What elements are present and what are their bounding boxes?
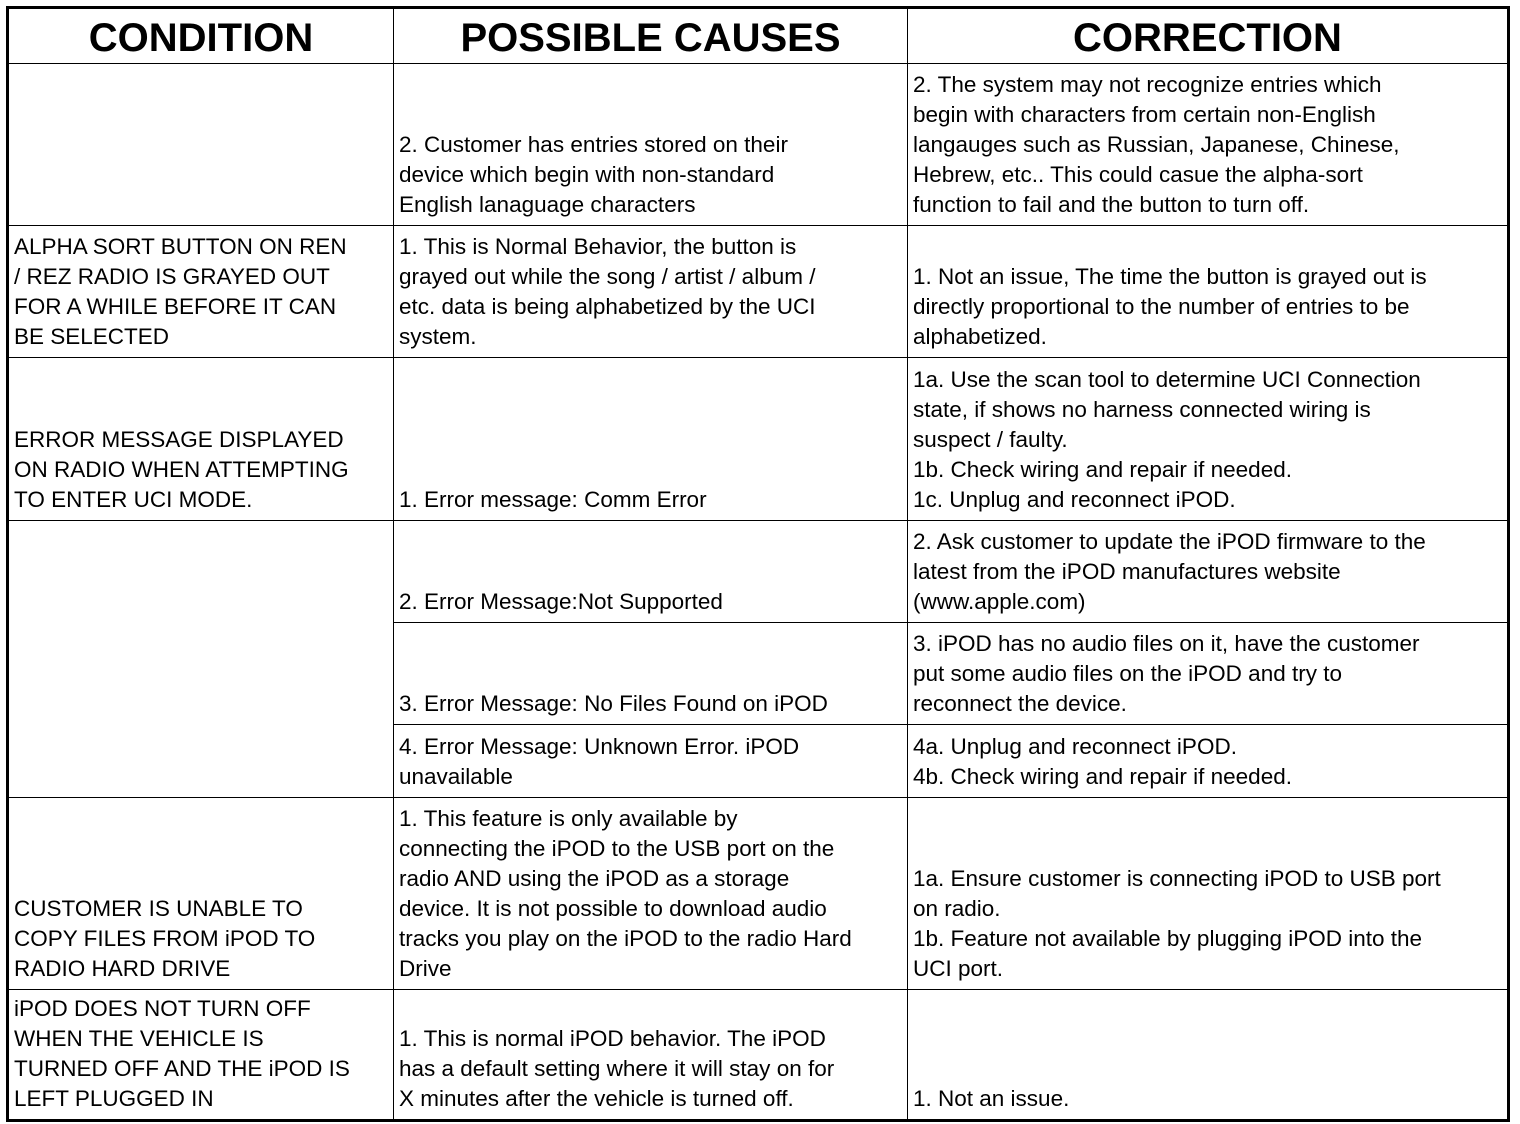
correction-header: CORRECTION: [908, 8, 1509, 64]
condition-header: CONDITION: [8, 8, 394, 64]
header-row: [8, 8, 1509, 64]
correction-cell: 4a. Unplug and reconnect iPOD. 4b. Check wiring and repair if needed.: [908, 725, 1509, 798]
table-row: [8, 521, 1509, 623]
cause-cell: 3. Error Message: No Files Found on iPOD: [394, 623, 908, 725]
correction-cell: 1. Not an issue, The time the button is grayed out is directly proportional to the number of entries to be alphabetized.: [908, 226, 1509, 358]
cause-cell: 4. Error Message: Unknown Error. iPOD unavailable: [394, 725, 908, 798]
correction-cell: 3. iPOD has no audio files on it, have the customer put some audio files on the iPOD and try to reconnect the device.: [908, 623, 1509, 725]
condition-cell: ALPHA SORT BUTTON ON REN / REZ RADIO IS GRAYED OUT FOR A WHILE BEFORE IT CAN BE SELECTED: [8, 226, 394, 358]
table-row: [8, 64, 1509, 226]
cause-cell: 1. This feature is only available by connecting the iPOD to the USB port on the radio AND using the iPOD as a storage device. It is not possible to download audio tracks you play on the iPOD to the radio Hard Drive: [394, 798, 908, 990]
cause-cell: 1. This is normal iPOD behavior. The iPOD has a default setting where it will stay on for X minutes after the vehicle is turned off.: [394, 990, 908, 1121]
table-row: [8, 358, 1509, 521]
correction-cell: 1a. Use the scan tool to determine UCI Connection state, if shows no harness connected wiring is suspect / faulty. 1b. Check wiring and repair if needed. 1c. Unplug and reconnect iPOD.: [908, 358, 1509, 521]
cause-cell: 1. This is Normal Behavior, the button is grayed out while the song / artist / album / etc. data is being alphabetized by the UCI system.: [394, 226, 908, 358]
cause-cell: 2. Customer has entries stored on their device which begin with non-standard English lanaguage characters: [394, 64, 908, 226]
table-row: [8, 798, 1509, 990]
condition-cell: [8, 521, 394, 798]
correction-cell: 2. Ask customer to update the iPOD firmware to the latest from the iPOD manufactures website (www.apple.com): [908, 521, 1509, 623]
table-row: [8, 990, 1509, 1121]
troubleshooting-table: [6, 6, 1510, 1122]
correction-cell: 2. The system may not recognize entries which begin with characters from certain non-English langauges such as Russian, Japanese, Chinese, Hebrew, etc.. This could casue the alpha-sort function to fail and the button to turn off.: [908, 64, 1509, 226]
correction-cell: 1a. Ensure customer is connecting iPOD to USB port on radio. 1b. Feature not available by plugging iPOD into the UCI port.: [908, 798, 1509, 990]
table-row: [8, 226, 1509, 358]
condition-cell: CUSTOMER IS UNABLE TO COPY FILES FROM iPOD TO RADIO HARD DRIVE: [8, 798, 394, 990]
condition-cell: ERROR MESSAGE DISPLAYED ON RADIO WHEN ATTEMPTING TO ENTER UCI MODE.: [8, 358, 394, 521]
possible-causes-header: POSSIBLE CAUSES: [394, 8, 908, 64]
cause-cell: 2. Error Message:Not Supported: [394, 521, 908, 623]
condition-cell: iPOD DOES NOT TURN OFF WHEN THE VEHICLE IS TURNED OFF AND THE iPOD IS LEFT PLUGGED IN: [8, 990, 394, 1121]
cause-cell: 1. Error message: Comm Error: [394, 358, 908, 521]
correction-cell: 1. Not an issue.: [908, 990, 1509, 1121]
condition-cell: [8, 64, 394, 226]
